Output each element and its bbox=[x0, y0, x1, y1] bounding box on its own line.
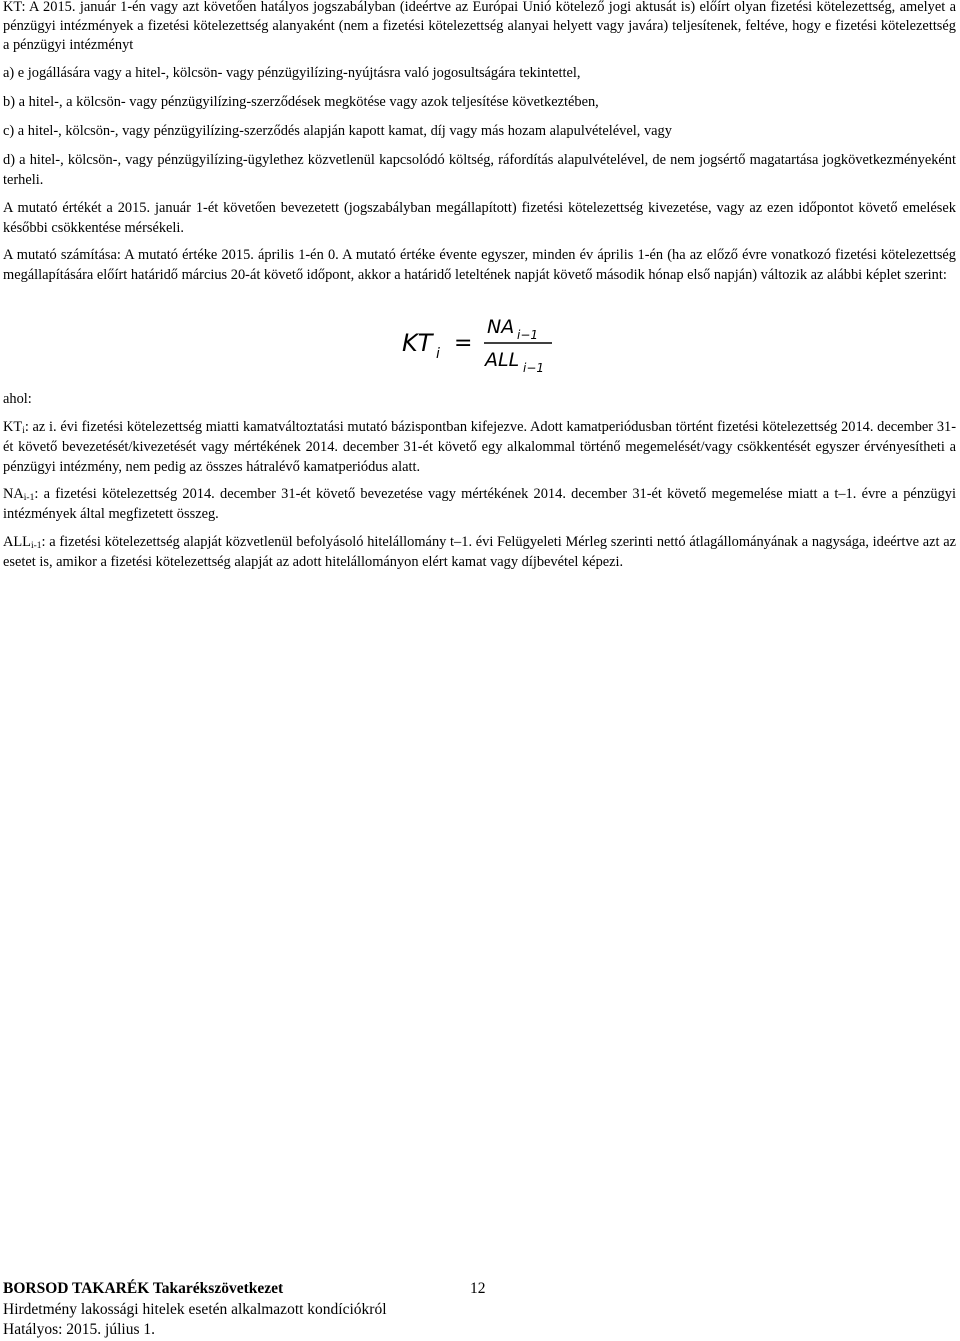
kt-formula bbox=[400, 312, 560, 376]
na-term-sub: i-1 bbox=[23, 493, 35, 503]
all-term-text: : a fizetési kötelezettség alapját közvetlenül befolyásoló hitelállomány t–1. évi Felügyeleti Mérleg szerinti nettó átlagállományának a nagysága, ideértve azt az esetet is, amikor a fizetési kötelezettség alapját az adott hitelállományon elért kamat vagy díjbevétel képezi. bbox=[3, 534, 956, 570]
page-number: 12 bbox=[470, 1280, 486, 1297]
formula-denominator-sub: i−1 bbox=[523, 361, 545, 375]
kt-i-definition bbox=[3, 417, 956, 477]
na-term: NA bbox=[3, 486, 24, 502]
kt-term: KT bbox=[3, 419, 23, 435]
formula-lhs: KT bbox=[402, 329, 433, 357]
formula-numerator-sub: i−1 bbox=[517, 328, 539, 342]
indicator-calculation-paragraph: A mutató számítása: A mutató értéke 2015. április 1-én 0. A mutató értéke évente egyszer, minden év április 1-én (ha az előző évre vonatkozó fizetési kötelezettség megállapítására előírt határidő március 20-át követő időpont, akkor a határidő leteltének napját követő második hónap első napján) változik az alábbi képlet szerint: bbox=[3, 247, 956, 283]
all-term: ALL bbox=[3, 534, 31, 550]
kt-term-sub: i bbox=[22, 426, 25, 436]
list-item-b: b) a hitel-, a kölcsön- vagy pénzügyilízing-szerződések megkötése vagy azok teljesítése következtében, bbox=[3, 94, 599, 110]
list-item-d: d) a hitel-, kölcsön-, vagy pénzügyilízing-ügylethez közvetlenül kapcsolódó költség, ráfordítás alapulvételével, de nem jogsértő magatartása jogkövetkezményeként terheli. bbox=[3, 152, 956, 188]
na-definition bbox=[3, 484, 956, 524]
kt-definition-paragraph: KT: A 2015. január 1-én vagy azt követően hatályos jogszabályban (ideértve az Európai Unió kötelező jogi aktusát is) előírt olyan fizetési kötelezettség, amelyet a pénzügyi intézmények a fizetési kötelezettség alanyaként (nem a fizetési kötelezettség alanyai helyett vagy javára) teljesítenek, feltéve, hogy e fizetési kötelezettség a pénzügyi intézményt bbox=[3, 0, 956, 53]
ahol-label: ahol: bbox=[3, 391, 32, 407]
footer-company-name: BORSOD TAKARÉK Takarékszövetkezet bbox=[3, 1280, 284, 1297]
na-term-text: : a fizetési kötelezettség 2014. december 31-ét követő bevezetése vagy mértékének 2014. december 31-ét követő megemelése miatt a t–1. évre a pénzügyi intézmények által megfizetett összeg. bbox=[3, 486, 956, 522]
indicator-value-paragraph: A mutató értékét a 2015. január 1-ét követően bevezetett (jogszabályban megállapított) fizetési kötelezettség kivezetése, vagy az ezen időpontot követő emelések későbbi csökkentése mérsékeli. bbox=[3, 200, 956, 236]
all-term-sub: i-1 bbox=[30, 541, 42, 551]
list-item-a: a) e jogállására vagy a hitel-, kölcsön- vagy pénzügyilízing-nyújtásra való jogosultságára tekintettel, bbox=[3, 65, 581, 81]
formula-lhs-sub: i bbox=[436, 346, 440, 362]
list-item-c: c) a hitel-, kölcsön-, vagy pénzügyilízing-szerződés alapján kapott kamat, díj vagy más hozam alapulvételével, vagy bbox=[3, 123, 672, 139]
footer-effective-date: Hatályos: 2015. július 1. bbox=[3, 1321, 155, 1338]
formula-numerator: NA bbox=[487, 316, 515, 338]
all-definition bbox=[3, 532, 956, 572]
formula-equals: = bbox=[454, 331, 473, 356]
kt-term-text: : az i. évi fizetési kötelezettség miatti kamatváltoztatási mutató bázispontban kifejezve. Adott kamatperiódusban történt fizetési kötelezettség 2014. december 31-ét követő bevezetését/kivezetését vagy mértékének 2014. december 31-ét követő egy alkalommal történő megemelését/vagy csökkentését egyszer érvényesítheti a pénzügyi intézmény, nem pedig az összes hátralévő kamatperiódus alatt. bbox=[3, 419, 956, 475]
footer-subtitle: Hirdetmény lakossági hitelek esetén alkalmazott kondíciókról bbox=[3, 1301, 387, 1318]
formula-denominator: ALL bbox=[485, 349, 520, 371]
